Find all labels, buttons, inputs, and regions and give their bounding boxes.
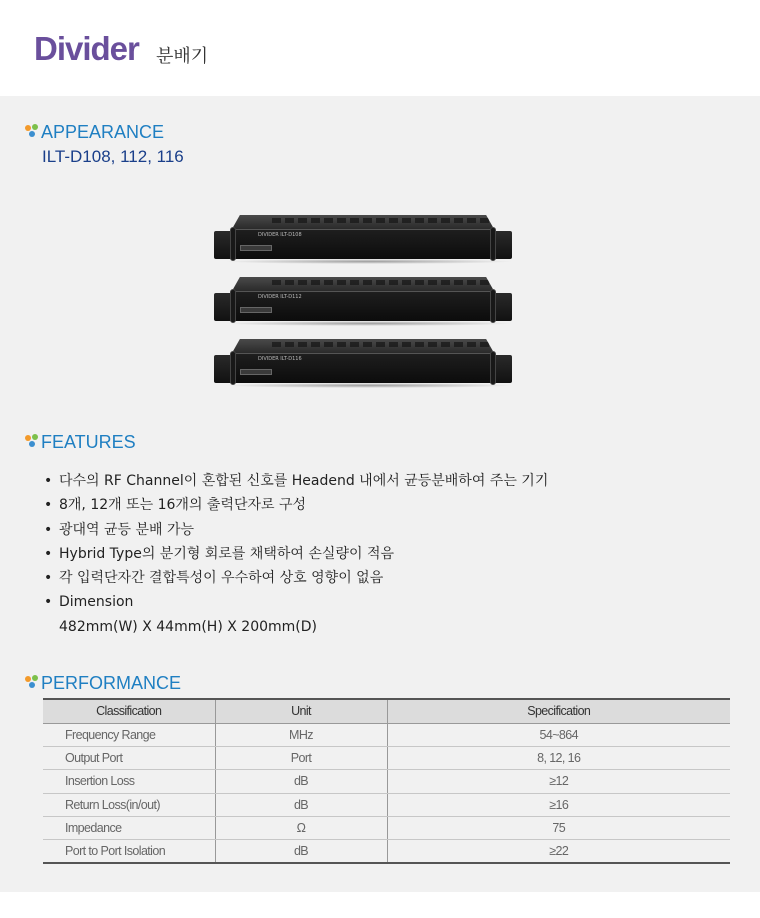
features-heading: FEATURES (41, 432, 136, 452)
cell-unit: dB (215, 770, 387, 793)
cell-unit: MHz (215, 723, 387, 746)
cell-specification: ≥16 (387, 793, 730, 816)
list-item: • Hybrid Type의 분기형 회로를 채택하여 손실량이 적음 (44, 545, 394, 562)
table-row (43, 746, 730, 769)
cell-unit: dB (215, 840, 387, 863)
features-list (44, 472, 734, 636)
cell-specification: ≥22 (387, 840, 730, 863)
cell-classification: Insertion Loss (43, 770, 215, 793)
cell-classification: Output Port (43, 746, 215, 769)
cell-specification: 8, 12, 16 (387, 746, 730, 769)
device-logo-icon (240, 369, 272, 375)
performance-heading: PERFORMANCE (41, 673, 182, 693)
performance-table (43, 698, 730, 864)
cell-unit: Port (215, 746, 387, 769)
table-row (43, 770, 730, 793)
column-header-specification: Specification (387, 699, 730, 723)
model-numbers: ILT-D108, 112, 116 (42, 147, 184, 166)
divider-device-image (214, 277, 514, 325)
appearance-heading: APPEARANCE (41, 122, 165, 142)
divider-device-image (214, 215, 514, 263)
cell-specification: 54~864 (387, 723, 730, 746)
table-row (43, 817, 730, 840)
table-header-row (43, 699, 730, 723)
cell-specification: 75 (387, 817, 730, 840)
page-header (0, 0, 760, 96)
section-dots-icon (24, 675, 40, 691)
section-dots-icon (24, 124, 40, 140)
column-header-classification: Classification (43, 699, 215, 723)
cell-classification: Frequency Range (43, 723, 215, 746)
dimension-value: 482mm(W) X 44mm(H) X 200mm(D) (59, 618, 317, 635)
column-header-unit: Unit (215, 699, 387, 723)
device-label: DIVIDER ILT-D108 (258, 232, 302, 238)
cell-specification: ≥12 (387, 770, 730, 793)
section-dots-icon (24, 434, 40, 450)
table-row (43, 723, 730, 746)
device-label: DIVIDER ILT-D116 (258, 356, 302, 362)
cell-classification: Impedance (43, 817, 215, 840)
list-item: • 광대역 균등 분배 가능 (44, 521, 195, 538)
cell-classification: Return Loss(in/out) (43, 793, 215, 816)
device-logo-icon (240, 307, 272, 313)
list-item: • 각 입력단자간 결합특성이 우수하여 상호 영향이 없음 (44, 570, 384, 587)
cell-unit: Ω (215, 817, 387, 840)
cell-classification: Port to Port Isolation (43, 840, 215, 863)
page-title-korean: 분배기 (156, 46, 209, 67)
page-title: Divider (34, 30, 139, 67)
table-row (43, 840, 730, 863)
table-row (43, 793, 730, 816)
page-footer-space (0, 892, 760, 918)
device-logo-icon (240, 245, 272, 251)
divider-device-image (214, 339, 514, 387)
device-label: DIVIDER ILT-D112 (258, 294, 302, 300)
cell-unit: dB (215, 793, 387, 816)
list-item: • 8개, 12개 또는 16개의 출력단자로 구성 (44, 497, 307, 514)
list-item: • Dimension (44, 594, 134, 611)
list-item: • 다수의 RF Channel이 혼합된 신호를 Headend 내에서 균등분배하여 주는 기기 (44, 473, 549, 489)
